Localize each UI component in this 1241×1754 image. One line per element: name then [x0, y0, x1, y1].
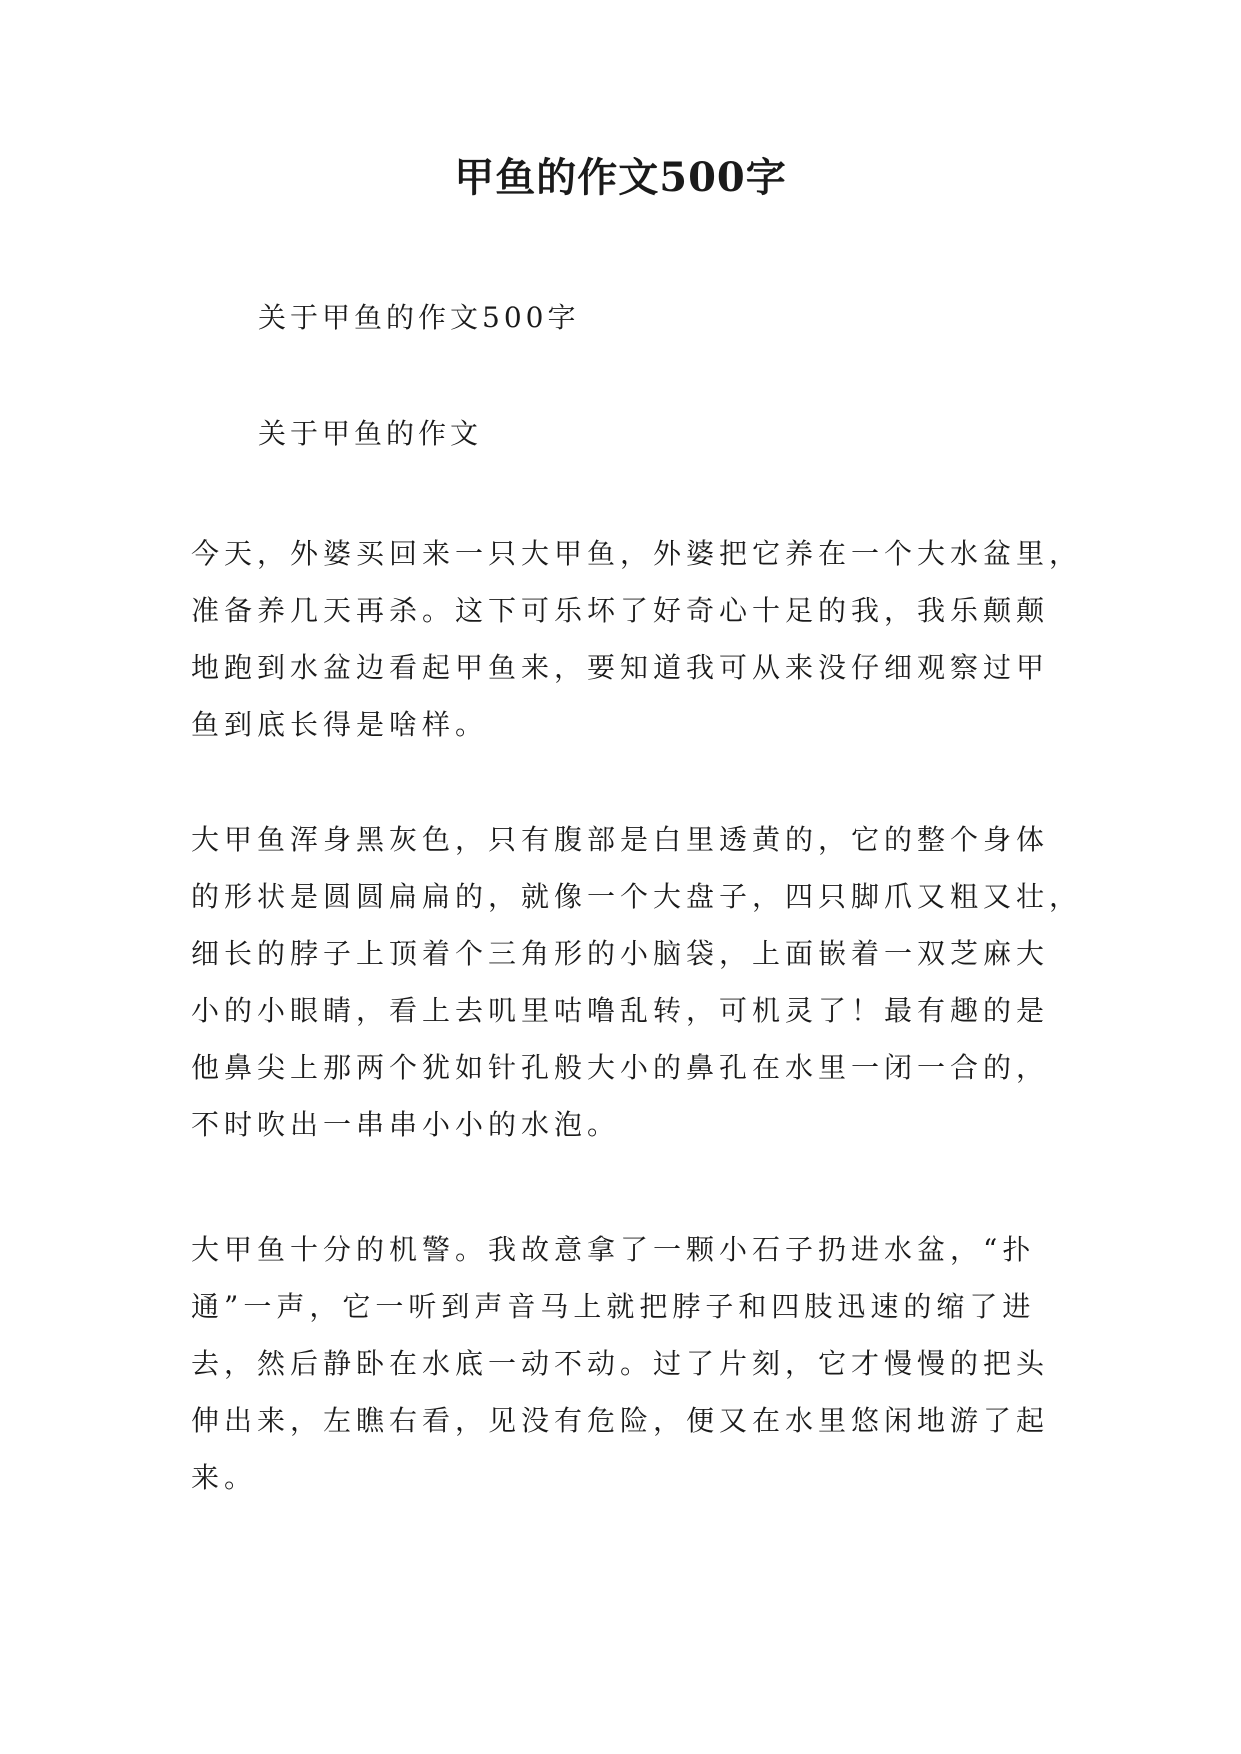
paragraph-line: 大甲鱼浑身黑灰色，只有腹部是白里透黄的，它的整个身体 [191, 823, 1050, 856]
subheading-1: 关于甲鱼的作文500字 [258, 301, 580, 334]
subheading-2: 关于甲鱼的作文 [258, 417, 483, 450]
document-title: 甲鱼的作文500字 [454, 154, 787, 201]
paragraph-line: 细长的脖子上顶着个三角形的小脑袋，上面嵌着一双芝麻大 [191, 937, 1050, 970]
paragraph-line: 准备养几天再杀。这下可乐坏了好奇心十足的我，我乐颠颠 [191, 594, 1050, 627]
paragraph-line: 他鼻尖上那两个犹如针孔般大小的鼻孔在水里一闭一合的， [191, 1051, 1050, 1084]
paragraph-line: 今天，外婆买回来一只大甲鱼，外婆把它养在一个大水盆里， [191, 537, 1083, 570]
paragraph-line: 伸出来，左瞧右看，见没有危险，便又在水里悠闲地游了起 [191, 1404, 1050, 1437]
paragraph-line: 小的小眼睛，看上去叽里咕噜乱转，可机灵了！最有趣的是 [191, 994, 1050, 1027]
paragraph-line: 来。 [191, 1461, 258, 1494]
paragraph-line: 鱼到底长得是啥样。 [191, 708, 489, 741]
paragraph-3 [191, 1221, 1071, 1506]
paragraph-line: 地跑到水盆边看起甲鱼来，要知道我可从来没仔细观察过甲 [191, 651, 1050, 684]
paragraph-line: 通”一声，它一听到声音马上就把脖子和四肢迅速的缩了进 [191, 1290, 1036, 1323]
paragraph-line: 的形状是圆圆扁扁的，就像一个大盘子，四只脚爪又粗又壮， [191, 880, 1083, 913]
paragraph-1 [191, 525, 1083, 753]
paragraph-line: 去，然后静卧在水底一动不动。过了片刻，它才慢慢的把头 [191, 1347, 1050, 1380]
paragraph-line: 大甲鱼十分的机警。我故意拿了一颗小石子扔进水盆，“扑 [191, 1233, 1036, 1266]
paragraph-2 [191, 811, 1083, 1153]
paragraph-line: 不时吹出一串串小小的水泡。 [191, 1108, 621, 1141]
